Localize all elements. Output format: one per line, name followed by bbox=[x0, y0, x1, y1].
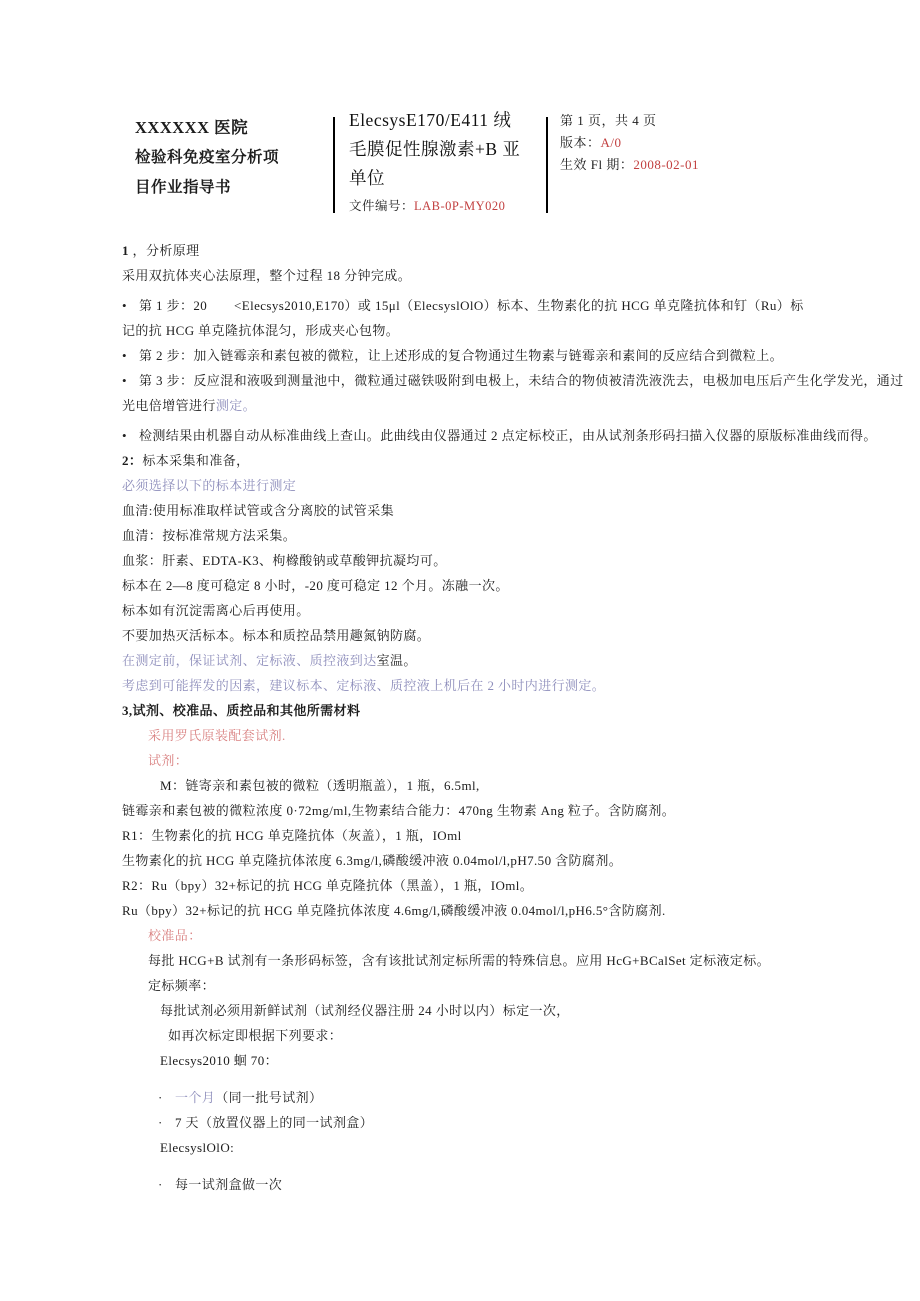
body-line bbox=[0, 673, 920, 698]
body-line bbox=[0, 898, 920, 923]
body-line bbox=[0, 1085, 920, 1110]
body-line bbox=[0, 448, 920, 473]
text-segment: 采用双抗体夹心法原理，整个过程 18 分钟完成。 bbox=[122, 268, 412, 283]
text-segment: 标本采集和准备， bbox=[142, 453, 250, 468]
header-assay-title-block bbox=[349, 106, 549, 214]
bullet-icon: • bbox=[122, 298, 127, 313]
text-segment: 每一试剂盒做一次 bbox=[175, 1177, 283, 1192]
text-segment: 定标频率： bbox=[148, 978, 216, 993]
body-line bbox=[0, 923, 920, 948]
text-segment: 校准品： bbox=[148, 928, 202, 943]
body-line bbox=[0, 473, 920, 498]
text-segment: 在测定前，保证试剂、定标液、质控液到达 bbox=[122, 653, 377, 668]
text-segment: 1 bbox=[122, 243, 129, 258]
body-line bbox=[0, 748, 920, 773]
effective-date-label: 生效 Fl 期： bbox=[560, 157, 634, 172]
version-row bbox=[560, 132, 790, 154]
body-line bbox=[0, 573, 920, 598]
body-line bbox=[0, 723, 920, 748]
text-segment: 第 2 步：加入链霉亲和素包被的微粒，让上述形成的复合物通过生物素与链霉亲和素间的反应结合到微粒上。 bbox=[139, 348, 784, 363]
text-segment: 必须选择以下的标本进行测定 bbox=[122, 478, 297, 493]
body-line bbox=[0, 1023, 920, 1048]
text-segment: M：链寄亲和素包被的微粒（透明瓶盖），1 瓶，6.5ml, bbox=[160, 778, 480, 793]
header-org-title bbox=[135, 113, 335, 203]
body-line bbox=[0, 973, 920, 998]
body-line bbox=[0, 848, 920, 873]
body-line bbox=[0, 368, 920, 393]
body-line bbox=[0, 263, 920, 288]
header-meta-block bbox=[560, 110, 790, 176]
text-segment: 如再次标定即根据下列要求： bbox=[168, 1028, 343, 1043]
body-line bbox=[0, 798, 920, 823]
body-line bbox=[0, 393, 920, 418]
bullet-icon: · bbox=[158, 1090, 163, 1105]
body-line bbox=[0, 1172, 920, 1197]
body-line bbox=[0, 293, 920, 318]
bullet-icon: • bbox=[122, 373, 127, 388]
text-segment: 室温。 bbox=[376, 653, 417, 668]
body-line bbox=[0, 1048, 920, 1073]
body-line bbox=[0, 238, 920, 263]
body-line bbox=[0, 998, 920, 1023]
body-line bbox=[0, 948, 920, 973]
text-segment: 血清：按标准常规方法采集。 bbox=[122, 528, 297, 543]
text-segment: 标本如有沉淀需离心后再使用。 bbox=[122, 603, 310, 618]
effective-date-row bbox=[560, 154, 790, 176]
text-segment: 光电倍增管进行 bbox=[122, 398, 216, 413]
assay-title-line3: 单位 bbox=[349, 168, 385, 188]
text-segment: 3,试剂、校准品、质控品和其他所需材料 bbox=[122, 703, 361, 718]
text-segment: ElecsyslOlO: bbox=[160, 1140, 235, 1155]
text-segment: Ru（bpy）32+标记的抗 HCG 单克隆抗体浓度 4.6mg/l,磷酸缓冲液 0.04mol/l,pH6.5°含防腐剂. bbox=[122, 903, 666, 918]
body-line bbox=[0, 598, 920, 623]
body-line bbox=[0, 523, 920, 548]
body-line bbox=[0, 823, 920, 848]
text-segment: 2： bbox=[122, 453, 143, 468]
text-segment: 第 3 步：反应混和液吸到测量池中，微粒通过磁铁吸附到电极上，未结合的物侦被清洗液洗去，电极加电压后产生化学发光，通过 bbox=[139, 373, 904, 388]
text-segment: Elecsys2010 蛔 70： bbox=[160, 1053, 279, 1068]
assay-title-line1: ElecsysE170/E411 绒 bbox=[349, 110, 512, 130]
text-segment: 每批试剂必须用新鲜试剂（试剂经仪器注册 24 小时以内）标定一次， bbox=[160, 1003, 570, 1018]
body-line bbox=[0, 343, 920, 368]
header-divider-left bbox=[333, 117, 335, 213]
doc-number-row bbox=[349, 196, 549, 214]
org-name: XXXXXX 医院 bbox=[135, 118, 249, 137]
text-segment: 标本在 2—8 度可稳定 8 小时，-20 度可稳定 12 个月。冻融一次。 bbox=[122, 578, 509, 593]
text-segment: 第 1 步：20 <Elecsys2010,E170）或 15μl（ElecsyslOlO）标本、生物素化的抗 HCG 单克隆抗体和钉（Ru）标 bbox=[139, 298, 804, 313]
text-segment: 7 天（放置仪器上的同一试剂盒） bbox=[175, 1115, 374, 1130]
body-line bbox=[0, 1110, 920, 1135]
document-body bbox=[0, 238, 920, 1197]
body-line bbox=[0, 623, 920, 648]
text-segment: 不要加热灭活标本。标本和质控品禁用趣氮钠防腐。 bbox=[122, 628, 431, 643]
doc-number-value: LAB-0P-MY020 bbox=[414, 199, 506, 213]
body-line bbox=[0, 698, 920, 723]
text-segment: 记的抗 HCG 单克隆抗体混匀，形成夹心包物。 bbox=[122, 323, 400, 338]
bullet-icon: • bbox=[122, 428, 127, 443]
text-segment: （同一批号试剂） bbox=[215, 1090, 323, 1105]
body-line bbox=[0, 423, 920, 448]
effective-date-value: 2008-02-01 bbox=[633, 157, 700, 172]
body-line bbox=[0, 773, 920, 798]
text-segment: 考虑到可能挥发的因素，建议标本、定标液、质控液上机后在 2 小时内进行测定。 bbox=[122, 678, 606, 693]
text-segment: 一个月 bbox=[175, 1090, 216, 1105]
text-segment: 血清:使用标准取样试管或含分离胶的试管采集 bbox=[122, 503, 395, 518]
text-segment: 血浆：肝素、EDTA-K3、枸橼酸钠或草酸钾抗凝均可。 bbox=[122, 553, 447, 568]
text-segment: 链霉亲和素包被的微粒浓度 0·72mg/ml,生物素结合能力：470ng 生物素 Ang 粒子。含防腐剂。 bbox=[122, 803, 676, 818]
text-segment: 每批 HCG+B 试剂有一条形码标签，含有该批试剂定标所需的特殊信息。应用 HcG+BCalSet 定标液定标。 bbox=[148, 953, 771, 968]
text-segment: 测定。 bbox=[215, 398, 257, 413]
body-line bbox=[0, 318, 920, 343]
assay-title-line2: 毛膜促性腺激素+B 亚 bbox=[349, 139, 521, 159]
text-segment: 试剂： bbox=[148, 753, 189, 768]
page-count: 第 1 页，共 4 页 bbox=[560, 113, 657, 128]
text-segment: 生物素化的抗 HCG 单克隆抗体浓度 6.3mg/l,磷酸缓冲液 0.04mol/l,pH7.50 含防腐剂。 bbox=[122, 853, 623, 868]
text-segment: R1：生物素化的抗 HCG 单克隆抗体（灰盖），1 瓶，IOml bbox=[122, 828, 462, 843]
text-segment: 检测结果由机器自动从标准曲线上查山。此曲线由仪器通过 2 点定标校正，由从试剂条形码扫描入仪器的原版标准曲线而得。 bbox=[139, 428, 877, 443]
version-label: 版本： bbox=[560, 135, 601, 150]
bullet-icon: · bbox=[158, 1115, 163, 1130]
body-line bbox=[0, 648, 920, 673]
doc-number-label: 文件编号： bbox=[349, 199, 415, 213]
bullet-icon: · bbox=[158, 1177, 163, 1192]
body-line bbox=[0, 873, 920, 898]
org-dept-line1: 检验科免疫室分析项 bbox=[135, 149, 280, 166]
text-segment: 采用罗氏原装配套试剂. bbox=[148, 728, 286, 743]
body-line bbox=[0, 498, 920, 523]
body-line bbox=[0, 1135, 920, 1160]
text-segment: ，分析原理 bbox=[128, 243, 200, 258]
text-segment: R2：Ru（bpy）32+标记的抗 HCG 单克隆抗体（黑盖），1 瓶，IOml。 bbox=[122, 878, 534, 893]
version-value: A/0 bbox=[600, 135, 622, 150]
bullet-icon: • bbox=[122, 348, 127, 363]
org-dept-line2: 目作业指导书 bbox=[135, 179, 232, 196]
body-line bbox=[0, 548, 920, 573]
